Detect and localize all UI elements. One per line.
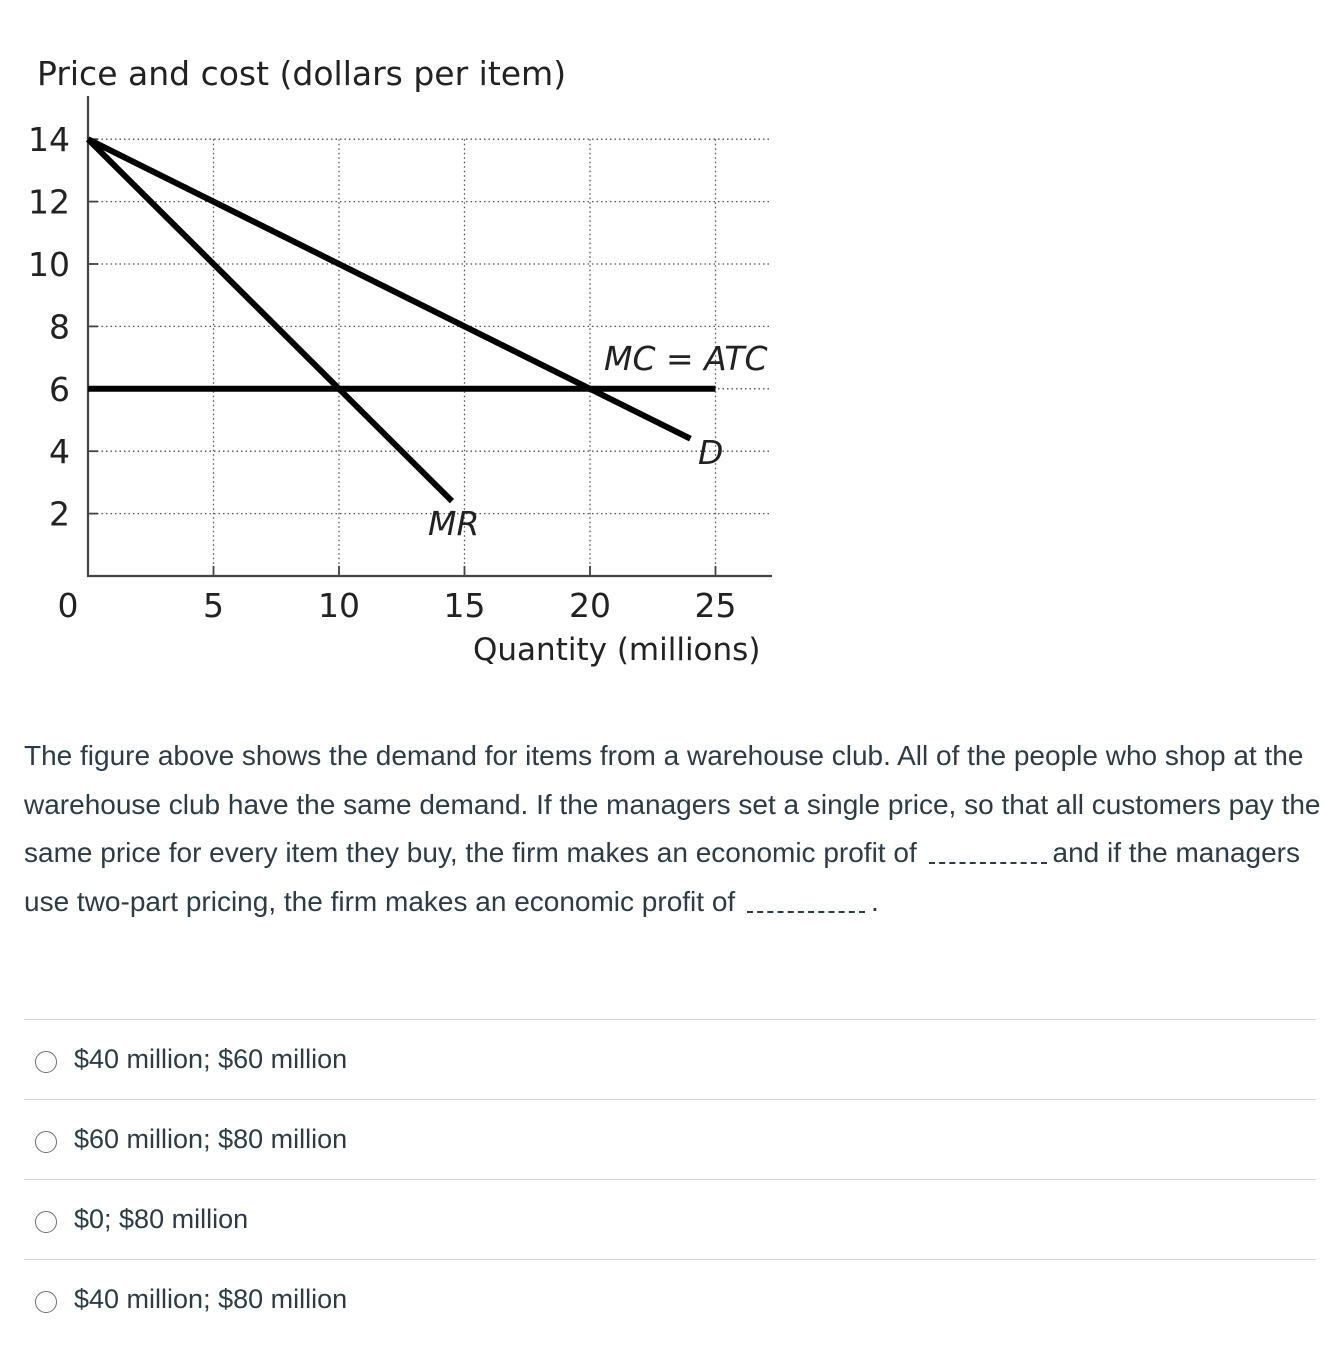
- y-axis-label: Price and cost (dollars per item): [37, 54, 567, 93]
- demand-label: D: [698, 433, 724, 472]
- blank-2: [747, 891, 865, 913]
- answer-label: $40 million; $80 million: [74, 1284, 348, 1314]
- x-tick-label: 0: [57, 586, 79, 625]
- y-tick-label: 8: [49, 307, 70, 347]
- y-tick-label: 2: [49, 494, 70, 534]
- radio-button-icon[interactable]: [35, 1051, 57, 1073]
- answer-option-1[interactable]: [24, 1019, 1316, 1099]
- answer-label: $40 million; $60 million: [74, 1044, 348, 1074]
- mr-label: MR: [428, 504, 480, 543]
- y-tick-label: 14: [28, 120, 70, 160]
- curves: [88, 139, 716, 501]
- question-part-2: and if the managers use two-part pricing, the firm makes an economic profit of: [24, 837, 1300, 917]
- x-tick-label: 5: [203, 586, 224, 625]
- answer-option-4[interactable]: [24, 1259, 1316, 1339]
- answer-option-3[interactable]: [24, 1179, 1316, 1259]
- question-text: [24, 732, 1324, 926]
- answer-label: $60 million; $80 million: [74, 1124, 348, 1154]
- series-line-d: [88, 139, 690, 439]
- series-line-mr: [88, 139, 452, 501]
- y-tick-label: 12: [28, 182, 70, 222]
- y-tick-label: 10: [28, 245, 70, 284]
- radio-button-icon[interactable]: [35, 1211, 57, 1233]
- y-tick-label: 6: [49, 369, 70, 409]
- radio-button-icon[interactable]: [35, 1131, 57, 1153]
- answer-option-2[interactable]: [24, 1099, 1316, 1179]
- radio-button-icon[interactable]: [35, 1291, 57, 1313]
- y-tick-label: 4: [49, 432, 70, 472]
- economics-graph: [0, 0, 820, 690]
- mc-atc-label: MC = ATC: [604, 339, 768, 378]
- question-part-1: The figure above shows the demand for items from a warehouse club. All of the people who shop at the warehouse club have the same demand. If the managers set a single price, so that all customers pay the same price for every item they buy, the firm makes an economic profit of: [24, 740, 1321, 868]
- x-tick-label: 20: [569, 586, 611, 625]
- x-tick-label: 15: [443, 586, 486, 625]
- answer-label: $0; $80 million: [74, 1204, 249, 1234]
- question-part-3: .: [870, 885, 879, 917]
- blank-1: [929, 842, 1047, 864]
- x-tick-label: 10: [318, 586, 360, 625]
- answer-options: [24, 1019, 1316, 1339]
- x-axis-label: Quantity (millions): [473, 632, 761, 668]
- x-tick-label: 25: [694, 586, 737, 625]
